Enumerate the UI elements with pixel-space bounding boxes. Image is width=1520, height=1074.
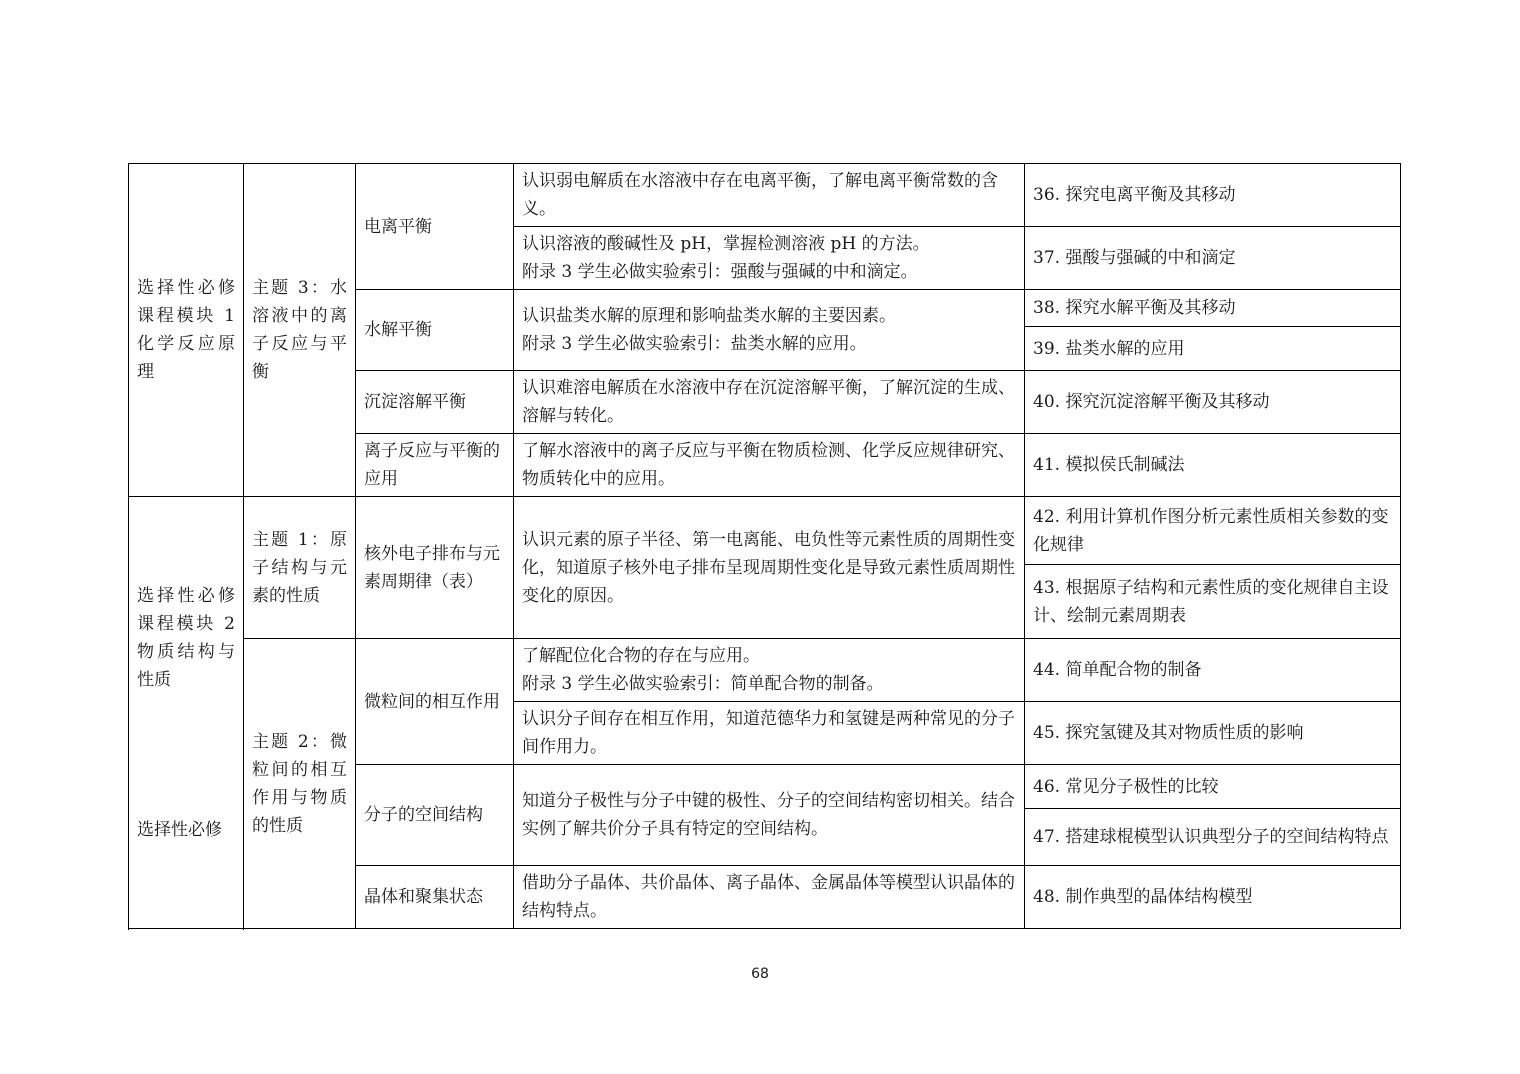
topic2-name: 主题 2：微粒间的相互作用与物质的性质 bbox=[252, 731, 347, 836]
req-electron: 认识元素的原子半径、第一电离能、电负性等元素性质的周期性变化，知道原子核外电子排布呈现周期性变化是导致元素性质周期性变化的原因。 bbox=[514, 497, 1025, 639]
exp-46: 46. 常见分子极性的比较 bbox=[1025, 765, 1401, 809]
content-electron: 核外电子排布与元素周期律（表） bbox=[356, 497, 514, 639]
table-row bbox=[129, 164, 1401, 227]
module1-name: 选择性必修课程模块 1 化学反应原理 bbox=[137, 278, 235, 382]
topic2-cell bbox=[244, 639, 356, 929]
topic1-name: 主题 1：原子结构与元素的性质 bbox=[252, 529, 347, 606]
content-spatial: 分子的空间结构 bbox=[356, 765, 514, 866]
content-crystal: 晶体和聚集状态 bbox=[356, 866, 514, 929]
module3-partial-name: 选择性必修 bbox=[137, 819, 222, 840]
topic3-cell bbox=[244, 164, 356, 497]
req-ionic-app: 了解水溶液中的离子反应与平衡在物质检测、化学反应规律研究、物质转化中的应用。 bbox=[514, 434, 1025, 497]
module2-name: 选择性必修课程模块 2 物质结构与性质 bbox=[137, 585, 235, 690]
req-ionization-2-line1: 认识溶液的酸碱性及 pH，掌握检测溶液 pH 的方法。 bbox=[522, 234, 930, 254]
req-precipitation: 认识难溶电解质在水溶液中存在沉淀溶解平衡，了解沉淀的生成、溶解与转化。 bbox=[514, 371, 1025, 434]
exp-37: 37. 强酸与强碱的中和滴定 bbox=[1025, 227, 1401, 290]
req-spatial: 知道分子极性与分子中键的极性、分子的空间结构密切相关。结合实例了解共价分子具有特定的空间结构。 bbox=[514, 765, 1025, 866]
req-interaction-1 bbox=[514, 639, 1025, 702]
table-row bbox=[129, 639, 1401, 702]
req-ionization-2 bbox=[514, 227, 1025, 290]
page-number: 68 bbox=[751, 966, 769, 982]
exp-45: 45. 探究氢键及其对物质性质的影响 bbox=[1025, 702, 1401, 765]
exp-43: 43. 根据原子结构和元素性质的变化规律自主设计、绘制元素周期表 bbox=[1025, 565, 1401, 639]
exp-40: 40. 探究沉淀溶解平衡及其移动 bbox=[1025, 371, 1401, 434]
exp-48: 48. 制作典型的晶体结构模型 bbox=[1025, 866, 1401, 929]
req-interaction-1-line1: 了解配位化合物的存在与应用。 bbox=[522, 646, 760, 666]
topic3-name: 主题 3：水溶液中的离子反应与平衡 bbox=[252, 278, 347, 382]
req-hydrolysis bbox=[514, 290, 1025, 371]
req-crystal: 借助分子晶体、共价晶体、离子晶体、金属晶体等模型认识晶体的结构特点。 bbox=[514, 866, 1025, 929]
exp-47: 47. 搭建球棍模型认识典型分子的空间结构特点 bbox=[1025, 809, 1401, 866]
req-hydrolysis-line1: 认识盐类水解的原理和影响盐类水解的主要因素。 bbox=[522, 306, 896, 326]
exp-39: 39. 盐类水解的应用 bbox=[1025, 327, 1401, 371]
content-interaction: 微粒间的相互作用 bbox=[356, 639, 514, 765]
table-row bbox=[129, 497, 1401, 565]
content-precipitation: 沉淀溶解平衡 bbox=[356, 371, 514, 434]
exp-41: 41. 模拟侯氏制碱法 bbox=[1025, 434, 1401, 497]
curriculum-table bbox=[128, 163, 1401, 929]
content-ionization: 电离平衡 bbox=[356, 164, 514, 290]
exp-42: 42. 利用计算机作图分析元素性质相关参数的变化规律 bbox=[1025, 497, 1401, 565]
exp-44: 44. 简单配合物的制备 bbox=[1025, 639, 1401, 702]
content-hydrolysis: 水解平衡 bbox=[356, 290, 514, 371]
req-interaction-2: 认识分子间存在相互作用，知道范德华力和氢键是两种常见的分子间作用力。 bbox=[514, 702, 1025, 765]
module2-cell bbox=[129, 497, 244, 929]
content-ionic-app: 离子反应与平衡的应用 bbox=[356, 434, 514, 497]
req-ionization-1: 认识弱电解质在水溶液中存在电离平衡，了解电离平衡常数的含义。 bbox=[514, 164, 1025, 227]
req-ionization-2-line2: 附录 3 学生必做实验索引：强酸与强碱的中和滴定。 bbox=[522, 262, 918, 282]
exp-36: 36. 探究电离平衡及其移动 bbox=[1025, 164, 1401, 227]
exp-38: 38. 探究水解平衡及其移动 bbox=[1025, 290, 1401, 327]
topic1-cell bbox=[244, 497, 356, 639]
module1-cell bbox=[129, 164, 244, 497]
req-interaction-1-line2: 附录 3 学生必做实验索引：简单配合物的制备。 bbox=[522, 674, 884, 694]
req-hydrolysis-line2: 附录 3 学生必做实验索引：盐类水解的应用。 bbox=[522, 334, 867, 354]
